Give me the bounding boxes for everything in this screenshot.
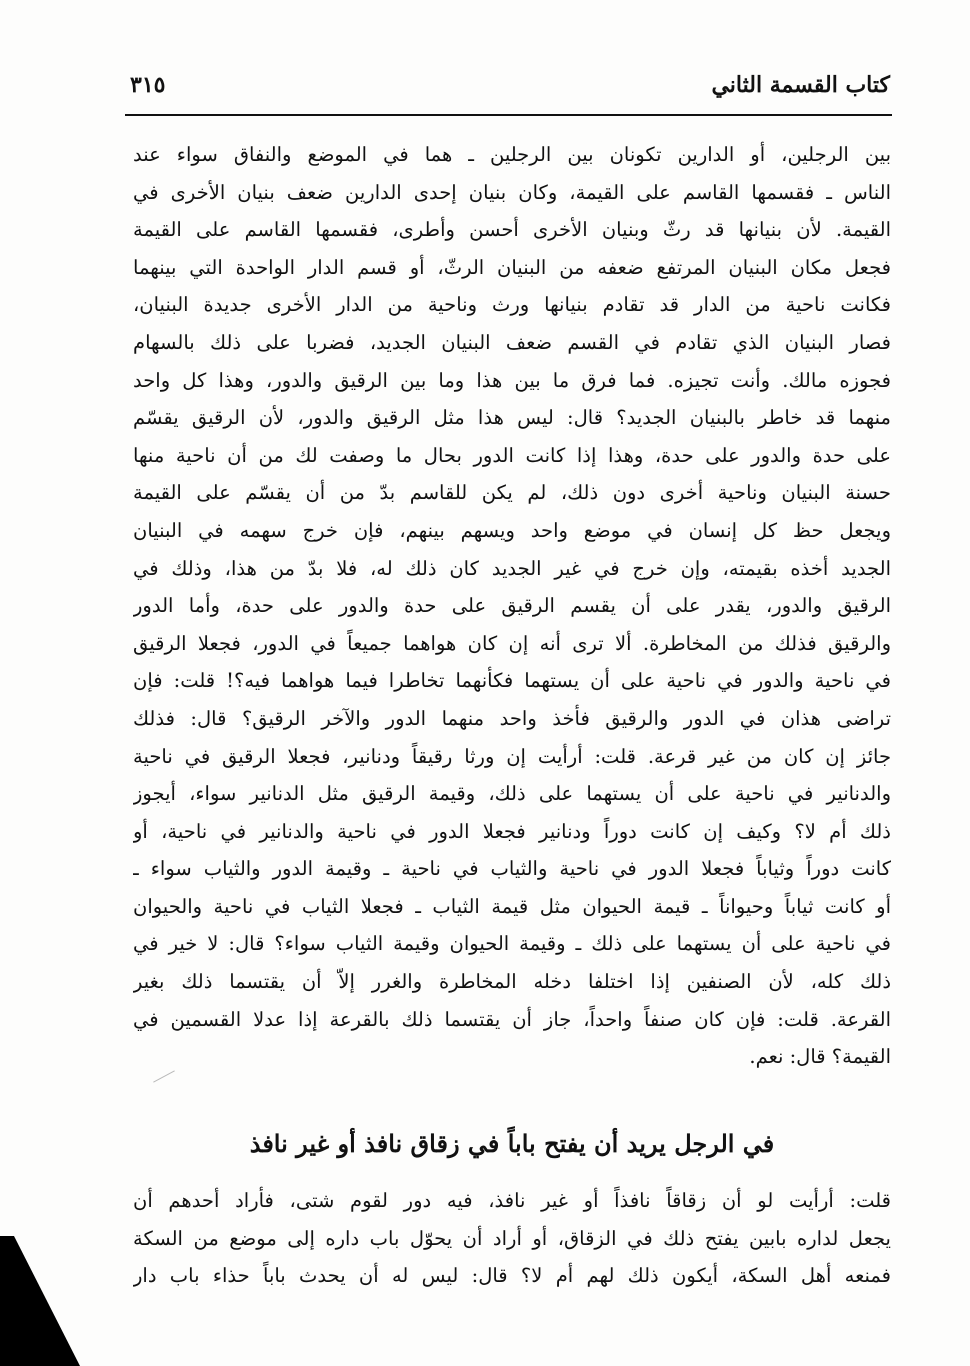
header-rule [125,114,892,116]
text-line: فجعل مكان البنيان المرتفع ضعفه من البنيان الرثّ، أو قسم الدار الواحدة التي بينهما [133,255,891,279]
scan-shadow-corner [0,1236,80,1366]
book-title: كتاب القسمة الثاني [711,72,890,98]
text-line: ويجعل حظ كل إنسان في موضع واحد ويسهم بينهم، فإن خرج سهمه في البنيان [133,518,891,542]
text-line: فصار البنيان الذي تقادم في القسم ضعف البنيان الجديد، فضربا على ذلك بالسهام [133,330,891,354]
text-line: يجعل لداره بابين يفتح ذلك في الزقاق، أو أراد أن يحوّل باب داره إلى موضع من السكة [133,1226,891,1250]
text-line: بين الرجلين، أو الدارين تكونان بين الرجلين ـ هما في الموضع والنفاق سواء عند [133,143,891,166]
text-line: الرقيق والدور، يقدر على أن يقسم الرقيق على حدة والدور على حدة، وأما الدور [133,594,891,618]
text-line: الجديد أخذه بقيمته، وإن خرج في غير الجديد كان ذلك له، فلا بدّ من هذا، وذلك في [133,556,891,580]
text-line: ذلك كله، لأن الصنفين إذا اختلفا دخله المخاطرة والغرر إلاّ أن يقتسما ذلك بغير [133,970,891,994]
text-line: في ناحية والدور في ناحية على أن يستهما فكأنهما تخاطرا فيما هواهما فيه؟! قلت: فإن [133,669,891,693]
main-paragraph [133,136,891,1076]
text-line: الناس ـ فقسمها القاسم على القيمة، وكان بنيان إحدى الدارين ضعف بنيان الأخرى في [133,180,891,204]
page-number: ٣١٥ [130,72,166,98]
text-line: منهما قد خاطر بالبنيان الجديد؟ قال: ليس هذا مثل الرقيق والدور، لأن الرقيق يقسّم [133,406,891,430]
text-line: تراضى هذان في الدور والرقيق فأخذ واحد منهما الدور والآخر الرقيق؟ قال: فذلك [133,706,891,730]
text-line: القرعة. قلت: فإن كان صنفاً واحداً، جاز أن يقتسما ذلك بالقرعة إذا عدلا القسمين في [133,1007,891,1031]
text-line: كانت دوراً وثياباً فجعلا الدور في ناحية والثياب في ناحية ـ وقيمة الدور والثياب سواء ـ [133,857,891,881]
text-line: جائز إن كان من غير قرعة. قلت: أرأيت إن ورثا رقيقاً ودنانير، فجعلا الرقيق في ناحية [133,744,891,768]
running-head [130,62,890,112]
text-line: فكانت ناحية من الدار قد تقادم بنيانها ورث وناحية من الدار الأخرى جديدة البنيان، [133,293,891,317]
text-line: فجوزه مالك. وأنت تجيزه. فما فرق ما بين هذا وما بين الرقيق والدور، وهذا كل واحد [133,368,891,392]
text-line: في ناحية على أن يستهما على ذلك ـ وقيمة الحيوان وقيمة الثياب سواء؟ قال: لا خير في [133,932,891,956]
text-line: فمنعه أهل السكة، أيكون ذلك لهم أم لا؟ قال: ليس له أن يحدث باباً حذاء باب دار [133,1264,891,1288]
text-line: والدنانير في ناحية على أن يستهما على ذلك، وقيمة الرقيق مثل الدنانير سواء، أيجوز [133,782,891,806]
text-line: أو كانت ثياباً وحيواناً ـ قيمة الحيوان مثل قيمة الثياب ـ فجعلا الثياب في ناحية والحيوان [133,894,891,918]
scan-shadow-shape [0,1236,80,1366]
text-line: القيمة. لأن بنيانها قد رثّ وبنيان الأخرى أحسن وأطرى، فقسمها القاسم على القيمة [133,218,891,242]
section-paragraph [133,1182,891,1295]
text-line: والرقيق فذلك من المخاطرة. ألا ترى أنه إن كان هواهما جميعاً في الدور، فجعلا الرقيق [133,631,891,655]
text-line: قلت: أرأيت لو أن زقاقاً نافذاً أو غير نافذ، فيه دور لقوم شتى، فأراد أحدهم أن [133,1189,891,1212]
text-line: ذلك أم لا؟ وكيف إن كانت دوراً ودنانير فجعلا الدور في ناحية والدنانير في ناحية، أو [133,819,891,843]
text-line: على حدة والدور على حدة، وهذا إذا كانت الدور بحال ما وصفت لك من أن ناحية منها [133,443,891,467]
text-line: القيمة؟ قال: نعم. [749,1045,891,1069]
text-line: حسنة البنيان وناحية أخرى دون ذلك، لم يكن للقاسم بدّ من أن يقسّم على القيمة [133,481,891,505]
section-heading: في الرجل يريد أن يفتح باباً في زقاق نافذ أو غير نافذ [249,1129,775,1158]
